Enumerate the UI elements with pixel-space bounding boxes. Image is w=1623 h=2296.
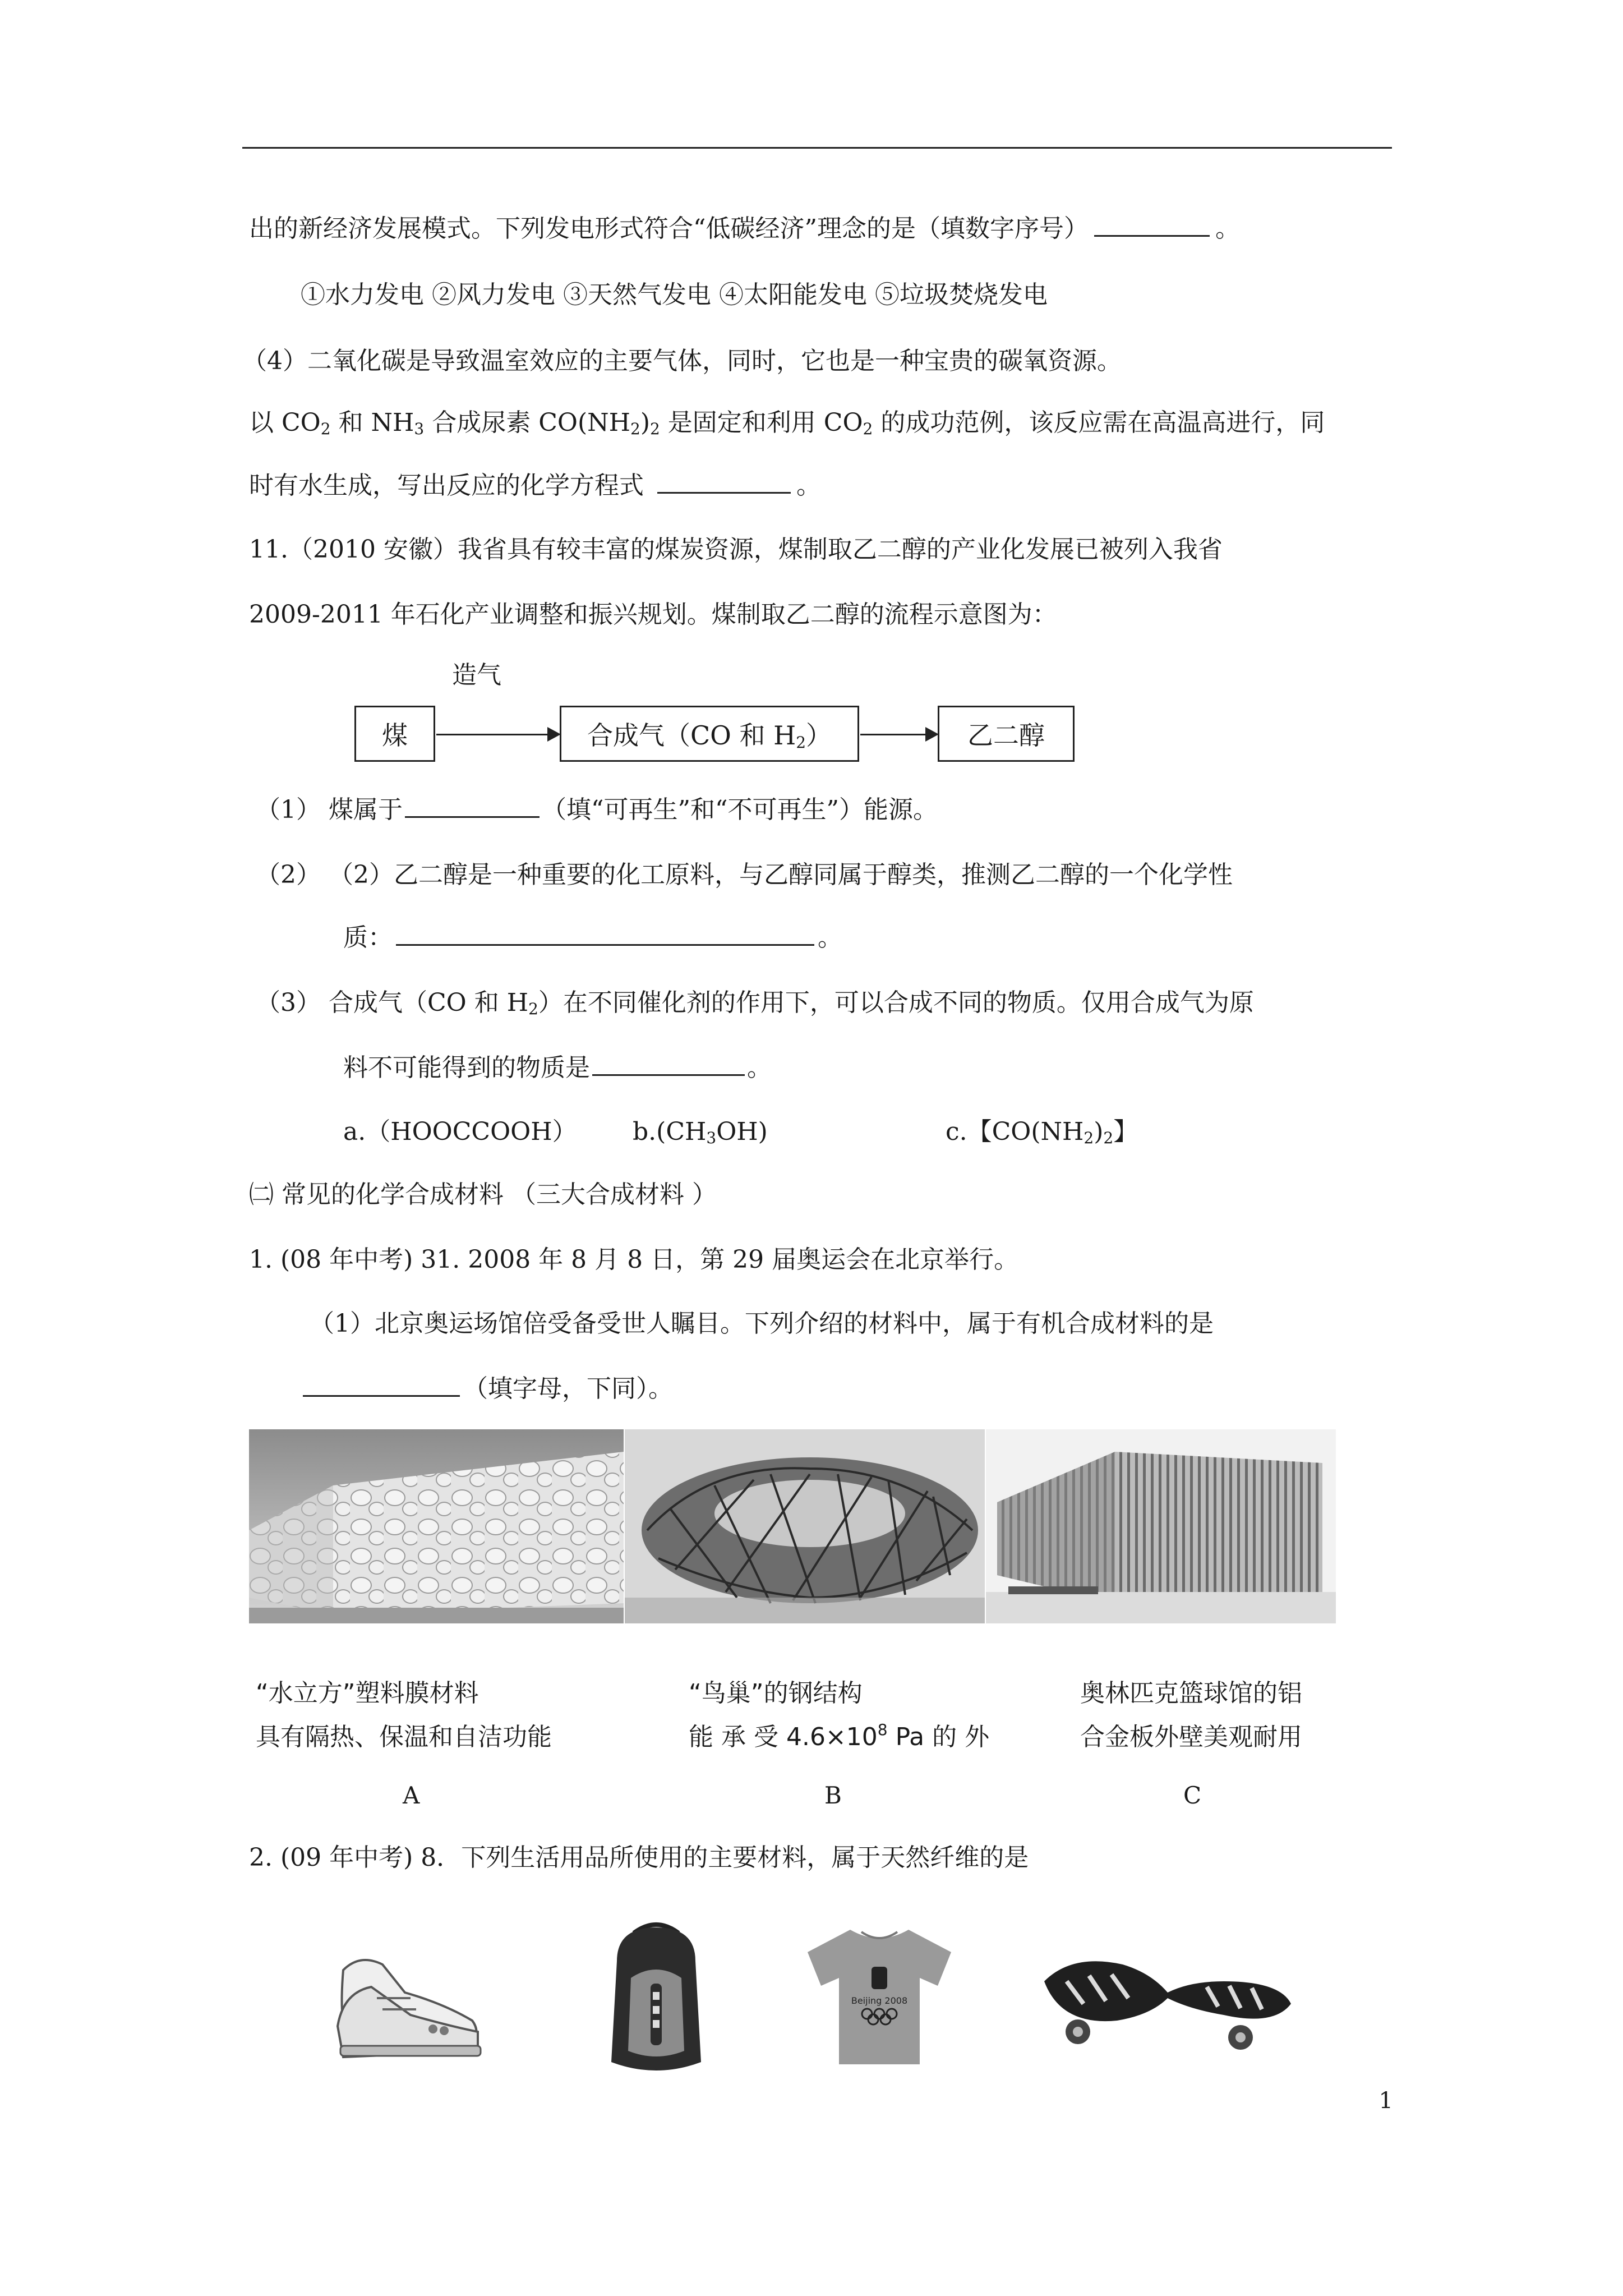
- water-cube-photo: [249, 1429, 624, 1623]
- text-line: 质： 。: [343, 921, 842, 955]
- options-line: ①水力发电 ②风力发电 ③天然气发电 ④太阳能发电 ⑤垃圾焚烧发电: [301, 280, 1048, 309]
- sneaker-image: [321, 1931, 489, 2065]
- skateboard-image: [1039, 1942, 1297, 2054]
- answer-blank[interactable]: [1094, 213, 1210, 237]
- svg-text:Beijing 2008: Beijing 2008: [851, 1995, 908, 2006]
- sub-question-1: （1） 煤属于 （填“可再生”和“不可再生”）能源。: [256, 793, 938, 827]
- label-b: B: [824, 1782, 842, 1809]
- text-line: （4）二氧化碳是导致温室效应的主要气体，同时，它也是一种宝贵的碳氧资源。: [242, 347, 1122, 375]
- option-a: a.（HOOCCOOH）: [343, 1117, 577, 1146]
- text-line: （1）北京奥运场馆倍受备受世人瞩目。下列介绍的材料中，属于有机合成材料的是: [310, 1309, 1214, 1338]
- sub-question-3: （3） 合成气（CO 和 $H_2$）在不同催化剂的作用下，可以合成不同的物质。仅用合成气为原: [256, 988, 1254, 1018]
- option-b: $b.(CH_3OH)$: [633, 1117, 768, 1147]
- text-line: 2009-2011 年石化产业调整和振兴规划。煤制取乙二醇的流程示意图为：: [249, 600, 1057, 629]
- answer-blank[interactable]: [396, 922, 814, 946]
- option-c: c.【$CO(NH_2)_2$】: [946, 1117, 1138, 1147]
- label-a: A: [403, 1782, 420, 1809]
- label-c: C: [1183, 1782, 1202, 1809]
- answer-blank[interactable]: [657, 470, 791, 494]
- question-1: 1. (08 年中考) 31. 2008 年 8 月 8 日，第 29 届奥运会在北京举行。: [249, 1245, 1019, 1274]
- flow-label: 造气: [452, 661, 501, 689]
- flow-arrow: [436, 734, 559, 735]
- caption-a: “水立方”塑料膜材料 具有隔热、保温和自洁功能: [256, 1679, 552, 1751]
- page-number: 1: [1378, 2088, 1393, 2114]
- section-heading: ㈡ 常见的化学合成材料 （三大合成材料 ）: [249, 1180, 717, 1209]
- answer-blank[interactable]: [592, 1052, 745, 1076]
- text-line: 出的新经济发展模式。下列发电形式符合“低碳经济”理念的是（填数字序号） 。: [249, 212, 1240, 246]
- header-rule: [242, 147, 1392, 149]
- question-11: 11.（2010 安徽）我省具有较丰富的煤炭资源，煤制取乙二醇的产业化发展已被列入我省: [249, 535, 1223, 564]
- answer-blank[interactable]: [405, 794, 540, 818]
- sub-question-2: （2） （2）乙二醇是一种重要的化工原料，与乙醇同属于醇类，推测乙二醇的一个化学性: [256, 861, 1233, 889]
- backpack-image: [600, 1916, 712, 2079]
- tshirt-image: [805, 1924, 953, 2068]
- text-line: 料不可能得到的物质是 。: [343, 1051, 772, 1085]
- text-line: 时有水生成，写出反应的化学方程式 。: [249, 469, 821, 503]
- caption-b: “鸟巢”的钢结构 能 承 受 $4.6\times 10^8$ Pa 的 外: [689, 1679, 990, 1751]
- flow-box-coal: 煤: [354, 706, 435, 762]
- text-line: 以 $CO_2$ 和 $NH_3$ 合成尿素 $CO(NH_2)_2$ 是固定和利用 $CO_2$ 的成功范例，该反应需在高温高进行，同: [249, 408, 1325, 438]
- question-2: 2. (09 年中考) 8．下列生活用品所使用的主要材料，属于天然纤维的是: [249, 1843, 1029, 1872]
- flow-box-syngas: 合成气（CO 和 $H_2$）: [560, 706, 859, 762]
- flow-box-glycol: 乙二醇: [938, 706, 1075, 762]
- basketball-arena-photo: [986, 1429, 1336, 1623]
- caption-c: 奥林匹克篮球馆的铝 合金板外壁美观耐用: [1080, 1679, 1302, 1751]
- answer-blank[interactable]: [303, 1373, 460, 1397]
- flow-arrow: [860, 734, 937, 735]
- birds-nest-photo: [625, 1429, 985, 1623]
- text-line: （填字母，下同）。: [303, 1372, 673, 1406]
